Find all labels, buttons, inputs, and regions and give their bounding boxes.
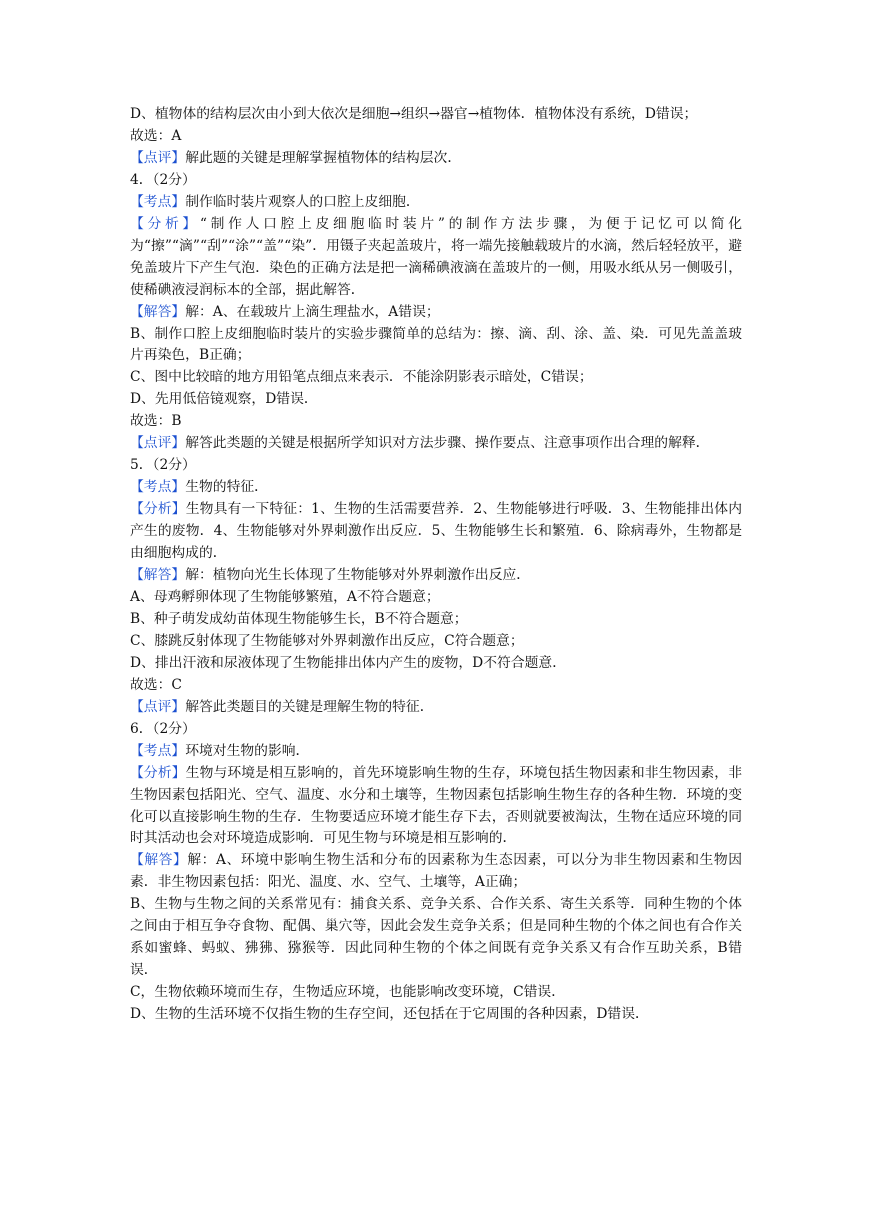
topic-line: 【考点】环境对生物的影响． [130, 742, 310, 759]
topic-line: 【考点】生物的特征． [130, 479, 268, 496]
text-line: D、排出汗液和尿液体现了生物能排出体内产生的废物，D不符合题意． [130, 654, 567, 671]
text-line: B、制作口腔上皮细胞临时装片的实验步骤简单的总结为：擦、滴、刮、涂、盖、染．可见先盖盖玻片再染色，B正确； [130, 325, 742, 364]
question-number: 6．（2分） [130, 720, 196, 737]
answer-text [130, 104, 742, 1026]
text-line: B、生物与生物之间的关系常见有：捕食关系、竞争关系、合作关系、寄生关系等．同种生物的个体之间由于相互争夺食物、配偶、巢穴等，因此会发生竞争关系；但是同种生物的个体之间也有合作关系如蜜蜂、蚂蚁、狒狒、猕猴等．因此同种生物的个体之间既有竞争关系又有合作互助关系，B错误． [130, 896, 742, 979]
section-tag: 【点评】 [130, 149, 186, 166]
section-tag: 【解答】 [130, 303, 186, 320]
solution-line: 【解答】解：植物向光生长体现了生物能够对外界刺激作出反应． [130, 567, 531, 584]
solution-line: 【解答】解：A、在载玻片上滴生理盐水，A错误； [130, 303, 440, 320]
section-tag: 【考点】 [130, 193, 186, 210]
section-tag: 【分析】 [130, 501, 186, 518]
topic-line: 【考点】制作临时装片观察人的口腔上皮细胞． [130, 193, 420, 210]
section-tag: 【点评】 [130, 435, 186, 452]
text-line: 故选：A [130, 127, 182, 144]
comment-line: 【点评】解答此类题的关键是根据所学知识对方法步骤、操作要点、注意事项作出合理的解释． [130, 435, 710, 452]
section-tag: 【考点】 [130, 742, 186, 759]
text-line: D、先用低倍镜观察，D错误． [130, 391, 318, 408]
section-tag: 【解答】 [130, 852, 188, 869]
text-line: C、膝跳反射体现了生物能够对外界刺激作出反应，C符合题意； [130, 632, 524, 649]
section-tag: 【解答】 [130, 567, 186, 584]
analysis-paragraph: 【分析】生物具有一下特征：1、生物的生活需要营养．2、生物能够进行呼吸．3、生物能排出体内产生的废物．4、生物能够对外界刺激作出反应．5、生物能够生长和繁殖．6、除病毒外，生物都是由细胞构成的． [130, 501, 742, 562]
section-tag: 【点评】 [130, 698, 186, 715]
section-tag: 【分析】 [130, 764, 186, 781]
question-number: 5．（2分） [130, 457, 196, 474]
solution-line: 【解答】解：A、环境中影响生物生活和分布的因素称为生态因素，可以分为非生物因素和生物因素．非生物因素包括：阳光、温度、水、空气、土壤等，A正确； [130, 852, 743, 891]
text-line: D、生物的生活环境不仅指生物的生存空间，还包括在于它周围的各种因素，D错误． [130, 1006, 649, 1023]
text-line: 故选：C [130, 676, 182, 693]
comment-line: 【点评】解此题的关键是理解掌握植物体的结构层次． [130, 149, 462, 166]
text-line: A、母鸡孵卵体现了生物能够繁殖，A不符合题意； [130, 588, 440, 605]
text-line: 故选：B [130, 413, 182, 430]
section-tag: 【考点】 [130, 479, 186, 496]
comment-line: 【点评】解答此类题目的关键是理解生物的特征． [130, 698, 434, 715]
text-line: D、植物体的结构层次由小到大依次是细胞→组织→器官→植物体．植物体没有系统，D错误； [130, 106, 698, 122]
text-line: C、图中比较暗的地方用铅笔点细点来表示．不能涂阴影表示暗处，C错误； [130, 369, 593, 386]
analysis-paragraph: 【分析】生物与环境是相互影响的，首先环境影响生物的生存，环境包括生物因素和非生物因素，非生物因素包括阳光、空气、温度、水分和土壤等，生物因素包括影响生物生存的各种生物．环境的变化可以直接影响生物的生存．生物要适应环境才能生存下去，否则就要被淘汰，生物在适应环境的同时其活动也会对环境造成影响．可见生物与环境是相互影响的． [130, 764, 743, 847]
section-tag: 【分析】 [130, 215, 200, 232]
question-number: 4．（2分） [130, 171, 196, 188]
text-line: B、种子萌发成幼苗体现生物能够生长，B不符合题意； [130, 610, 468, 627]
analysis-paragraph: 【分析】“制作人口腔上皮细胞临时装片”的制作方法步骤，为便于记忆可以简化为“擦”“滴”“刮”“涂”“盖”“染”．用镊子夹起盖玻片，将一端先接触载玻片的水滴，然后轻轻放平，避免盖玻片下产生气泡．染色的正确方法是把一滴稀碘液滴在盖玻片的一侧，用吸水纸从另一侧吸引，使稀碘液浸润标本的全部，据此解答． [130, 215, 743, 298]
text-line: C，生物依赖环境而生存，生物适应环境，也能影响改变环境，C错误． [130, 984, 566, 1001]
